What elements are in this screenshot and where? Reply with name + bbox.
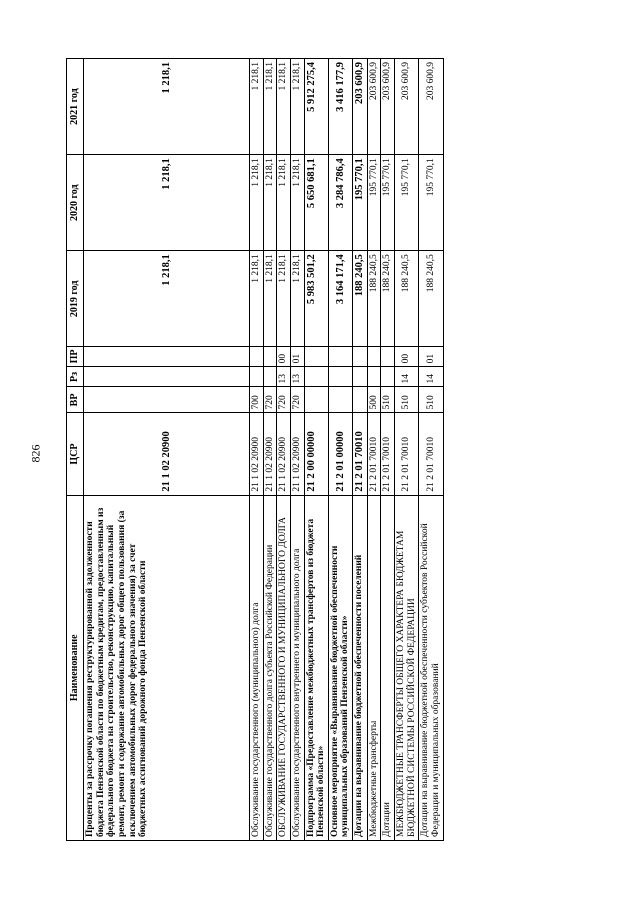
row-vr bbox=[328, 387, 352, 413]
table-row bbox=[277, 59, 291, 841]
table-row bbox=[328, 59, 352, 841]
row-pr bbox=[304, 347, 328, 367]
row-vr: 510 bbox=[419, 387, 443, 413]
row-csr: 21 1 02 20900 bbox=[250, 413, 264, 495]
row-2019: 1 218,1 bbox=[250, 251, 264, 347]
row-pr bbox=[328, 347, 352, 367]
row-vr: 720 bbox=[290, 387, 304, 413]
row-vr: 720 bbox=[277, 387, 291, 413]
row-2021: 1 218,1 bbox=[290, 59, 304, 155]
row-name: МЕЖБЮДЖЕТНЫЕ ТРАНСФЕРТЫ ОБЩЕГО ХАРАКТЕРА БЮДЖЕТАМ БЮДЖЕТНОЙ СИСТЕМЫ РОССИЙСКОЙ ФЕДЕРАЦИИ bbox=[395, 495, 419, 840]
row-name: Дотации bbox=[381, 495, 395, 840]
row-name: Обслуживание государственного долга субъекта Российской Федерации bbox=[263, 495, 277, 840]
row-2021: 203 600,9 bbox=[367, 59, 381, 155]
table-row bbox=[290, 59, 304, 841]
rotated-page-area bbox=[66, 58, 621, 841]
row-2019: 188 240,5 bbox=[395, 251, 419, 347]
row-2020: 1 218,1 bbox=[263, 155, 277, 251]
row-rz bbox=[304, 367, 328, 387]
row-rz bbox=[353, 367, 368, 387]
table-row bbox=[304, 59, 328, 841]
header-2021: 2021 год bbox=[67, 59, 84, 155]
row-2021: 1 218,1 bbox=[84, 59, 250, 155]
row-vr: 510 bbox=[381, 387, 395, 413]
row-2021: 203 600,9 bbox=[353, 59, 368, 155]
row-csr: 21 1 02 20900 bbox=[277, 413, 291, 495]
row-2020: 3 284 786,4 bbox=[328, 155, 352, 251]
row-2019: 188 240,5 bbox=[381, 251, 395, 347]
row-pr bbox=[367, 347, 381, 367]
table-row bbox=[353, 59, 368, 841]
row-2020: 1 218,1 bbox=[250, 155, 264, 251]
row-2020: 1 218,1 bbox=[84, 155, 250, 251]
row-vr bbox=[353, 387, 368, 413]
table-row bbox=[263, 59, 277, 841]
row-2019: 188 240,5 bbox=[419, 251, 443, 347]
row-csr: 21 2 01 00000 bbox=[328, 413, 352, 495]
row-2019: 5 983 501,2 bbox=[304, 251, 328, 347]
row-rz bbox=[381, 367, 395, 387]
row-pr bbox=[250, 347, 264, 367]
row-2019: 188 240,5 bbox=[367, 251, 381, 347]
row-csr: 21 2 01 70010 bbox=[395, 413, 419, 495]
row-vr: 500 bbox=[367, 387, 381, 413]
row-csr: 21 1 02 20900 bbox=[263, 413, 277, 495]
row-pr bbox=[84, 347, 250, 367]
row-csr: 21 2 01 70010 bbox=[381, 413, 395, 495]
row-vr bbox=[304, 387, 328, 413]
row-rz: 13 bbox=[290, 367, 304, 387]
header-vr: ВР bbox=[67, 387, 84, 413]
row-2020: 5 650 681,1 bbox=[304, 155, 328, 251]
row-2020: 195 770,1 bbox=[353, 155, 368, 251]
row-2020: 195 770,1 bbox=[367, 155, 381, 251]
row-pr bbox=[381, 347, 395, 367]
table-header-row bbox=[67, 59, 84, 841]
table-row bbox=[395, 59, 419, 841]
row-pr bbox=[353, 347, 368, 367]
row-2019: 3 164 171,4 bbox=[328, 251, 352, 347]
header-csr: ЦСР bbox=[67, 413, 84, 495]
row-2020: 195 770,1 bbox=[419, 155, 443, 251]
row-name: Дотации на выравнивание бюджетной обеспеченности поселений bbox=[353, 495, 368, 840]
row-name: Межбюджетные трансферты bbox=[367, 495, 381, 840]
row-2021: 203 600,9 bbox=[395, 59, 419, 155]
row-csr: 21 1 02 20900 bbox=[84, 413, 250, 495]
row-2021: 5 912 275,4 bbox=[304, 59, 328, 155]
table-row bbox=[367, 59, 381, 841]
row-pr bbox=[263, 347, 277, 367]
row-pr: 01 bbox=[419, 347, 443, 367]
row-2020: 195 770,1 bbox=[395, 155, 419, 251]
row-rz: 14 bbox=[419, 367, 443, 387]
table-row bbox=[381, 59, 395, 841]
table-row bbox=[419, 59, 443, 841]
row-2019: 1 218,1 bbox=[277, 251, 291, 347]
row-rz bbox=[263, 367, 277, 387]
table-row bbox=[250, 59, 264, 841]
row-2019: 1 218,1 bbox=[290, 251, 304, 347]
row-rz bbox=[367, 367, 381, 387]
row-name: Проценты за рассрочку погашения реструктурированной задолженности бюджета Пензенской области по бюджетным кредитам, предоставленным из федерального бюджета на строительство, реконструкцию, капитальный ремонт, ремонт и содержание автомобильных дорог общего пользования (за исключением автомобильных дорог федерального значения) за счет бюджетных ассигнований дорожного фонда Пензенской области bbox=[84, 495, 250, 840]
budget-table bbox=[66, 58, 444, 841]
row-2019: 1 218,1 bbox=[263, 251, 277, 347]
row-rz bbox=[250, 367, 264, 387]
row-2019: 1 218,1 bbox=[84, 251, 250, 347]
header-name: Наименование bbox=[67, 495, 84, 840]
row-name: Основное мероприятие «Выравнивание бюджетной обеспеченности муниципальных образований Пензенской области» bbox=[328, 495, 352, 840]
header-rz: Рз bbox=[67, 367, 84, 387]
row-rz bbox=[328, 367, 352, 387]
row-csr: 21 2 01 70010 bbox=[367, 413, 381, 495]
row-name: Подпрограмма «Предоставление межбюджетных трансфертов из бюджета Пензенской области» bbox=[304, 495, 328, 840]
row-2021: 1 218,1 bbox=[277, 59, 291, 155]
table-row bbox=[84, 59, 250, 841]
row-vr: 510 bbox=[395, 387, 419, 413]
row-2021: 1 218,1 bbox=[250, 59, 264, 155]
row-name: ОБСЛУЖИВАНИЕ ГОСУДАРСТВЕННОГО И МУНИЦИПАЛЬНОГО ДОЛГА bbox=[277, 495, 291, 840]
row-rz: 13 bbox=[277, 367, 291, 387]
row-csr: 21 2 00 00000 bbox=[304, 413, 328, 495]
row-2020: 1 218,1 bbox=[277, 155, 291, 251]
table-container bbox=[66, 58, 621, 841]
row-pr: 00 bbox=[277, 347, 291, 367]
header-pr: ПР bbox=[67, 347, 84, 367]
row-csr: 21 2 01 70010 bbox=[353, 413, 368, 495]
row-2021: 203 600,9 bbox=[381, 59, 395, 155]
row-pr: 00 bbox=[395, 347, 419, 367]
row-vr: 720 bbox=[263, 387, 277, 413]
row-rz: 14 bbox=[395, 367, 419, 387]
row-pr: 01 bbox=[290, 347, 304, 367]
row-csr: 21 1 02 20900 bbox=[290, 413, 304, 495]
row-rz bbox=[84, 367, 250, 387]
row-name: Обслуживание государственного (муниципального) долга bbox=[250, 495, 264, 840]
page-number: 826 bbox=[28, 444, 43, 462]
header-2020: 2020 год bbox=[67, 155, 84, 251]
row-2020: 1 218,1 bbox=[290, 155, 304, 251]
row-2021: 203 600,9 bbox=[419, 59, 443, 155]
row-vr bbox=[84, 387, 250, 413]
row-csr: 21 2 01 70010 bbox=[419, 413, 443, 495]
row-name: Дотации на выравнивание бюджетной обеспеченности субъектов Российской Федерации и муниципальных образований bbox=[419, 495, 443, 840]
header-2019: 2019 год bbox=[67, 251, 84, 347]
row-2019: 188 240,5 bbox=[353, 251, 368, 347]
row-vr: 700 bbox=[250, 387, 264, 413]
row-2021: 3 416 177,9 bbox=[328, 59, 352, 155]
row-2020: 195 770,1 bbox=[381, 155, 395, 251]
row-name: Обслуживание государственного внутреннего и муниципального долга bbox=[290, 495, 304, 840]
row-2021: 1 218,1 bbox=[263, 59, 277, 155]
